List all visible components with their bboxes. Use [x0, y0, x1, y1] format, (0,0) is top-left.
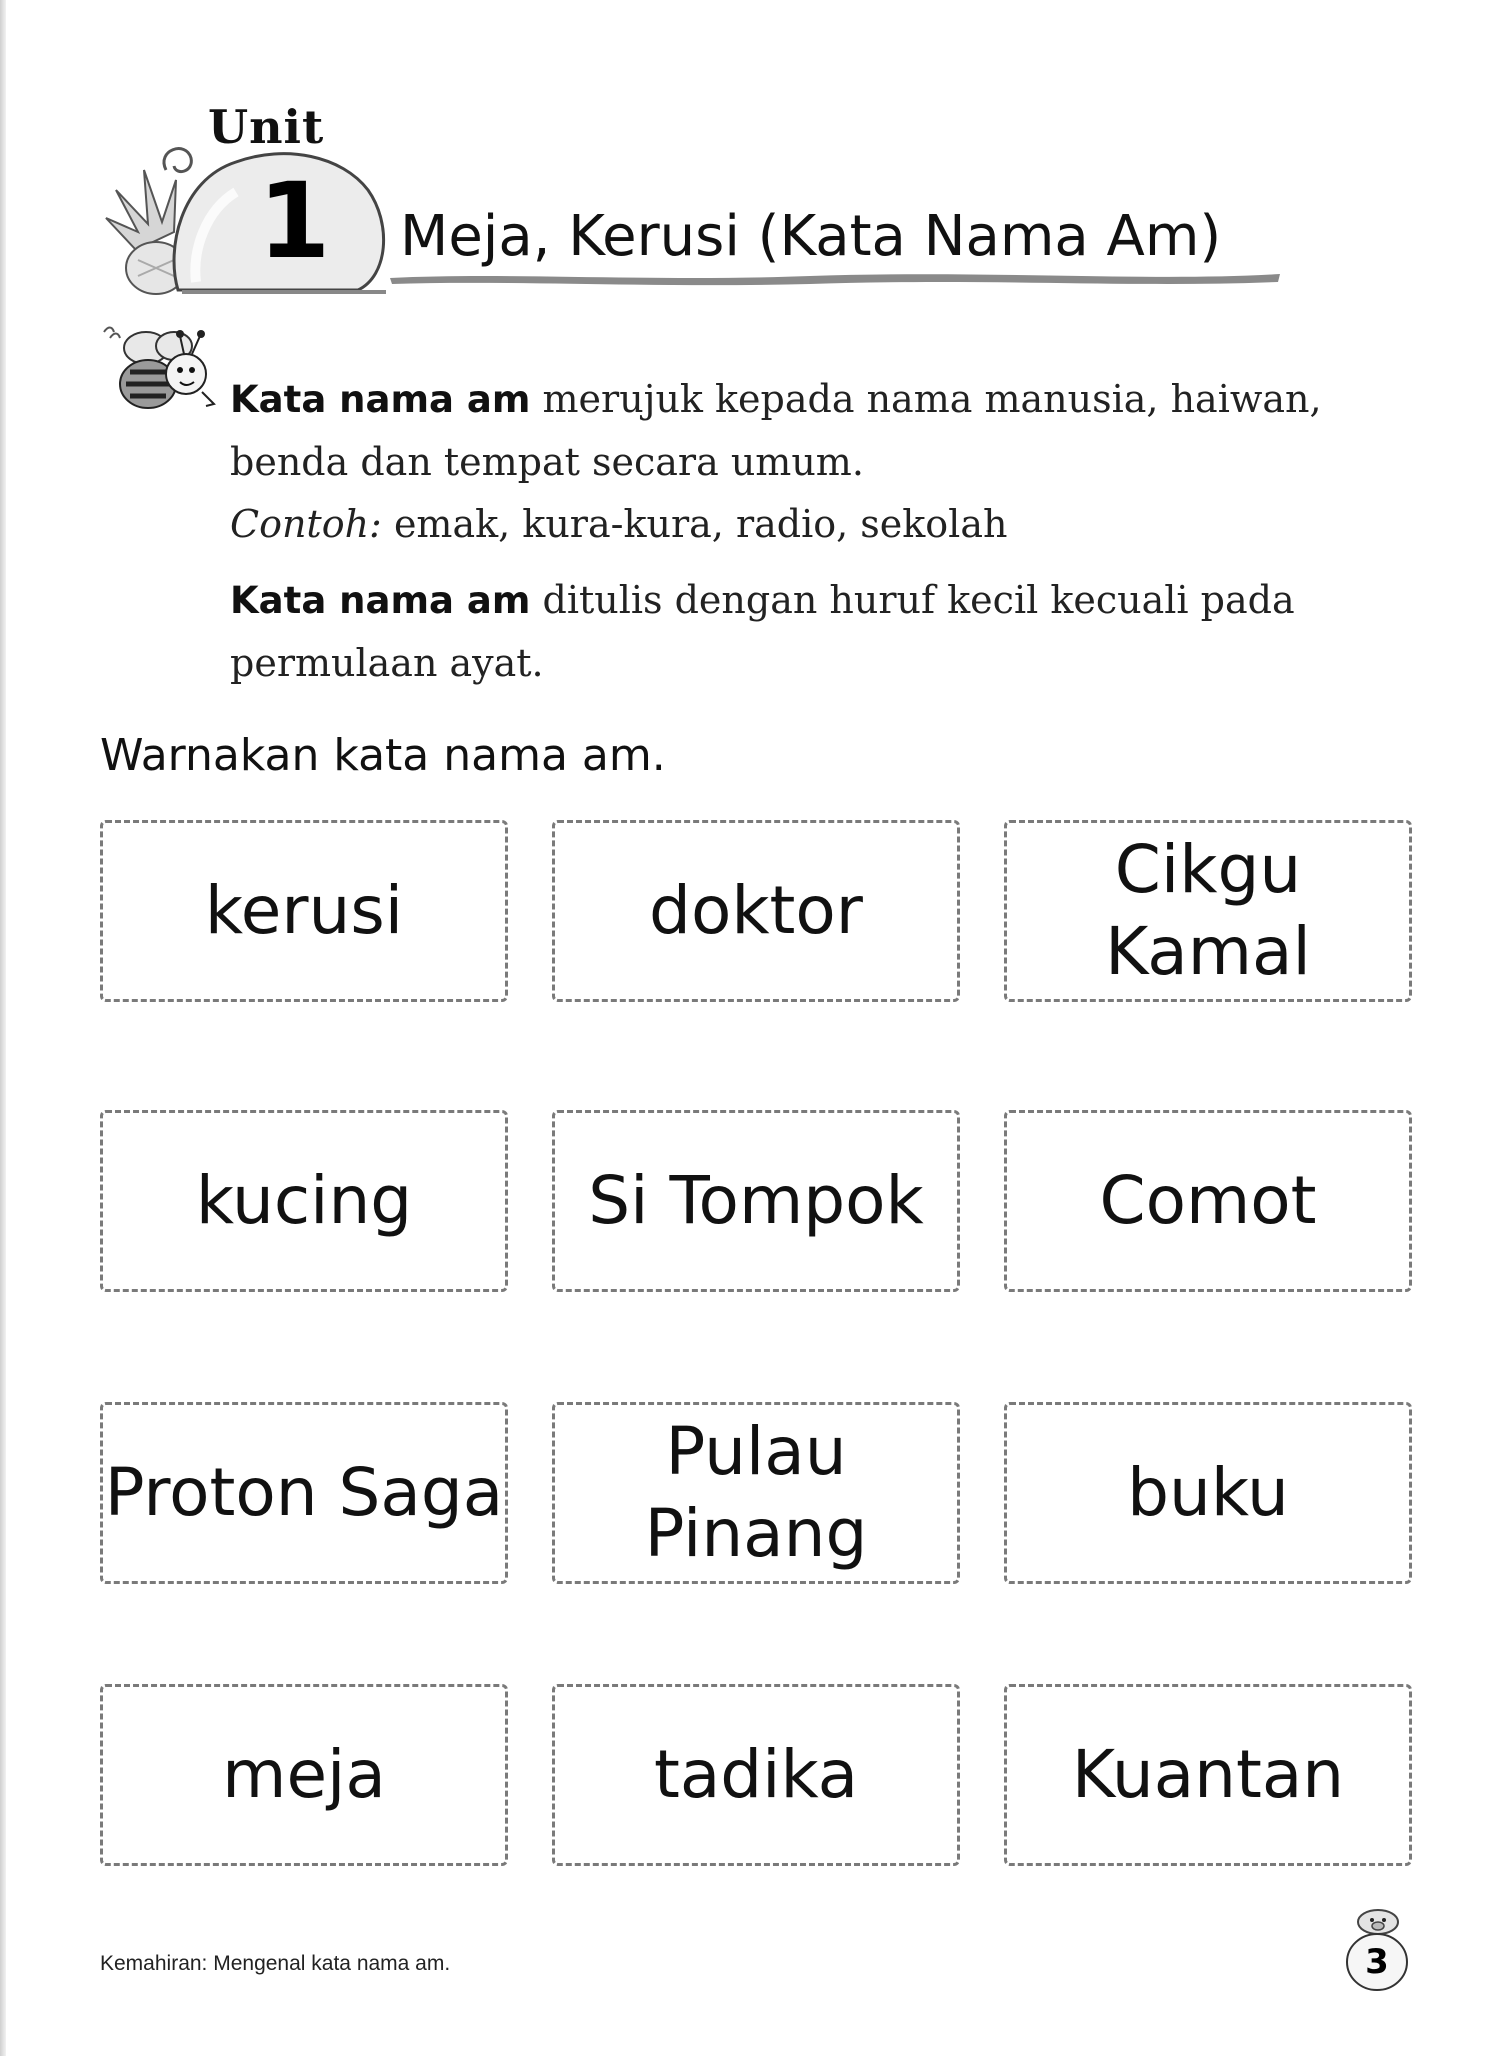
stone-and-pineapple-icon [96, 140, 396, 300]
unit-number: 1 [258, 160, 331, 282]
page-edge-shadow [0, 0, 6, 2056]
term-kata-nama-am: Kata nama am [230, 378, 531, 421]
example-label: Contoh: [230, 502, 382, 546]
definition-line-2: benda dan tempat secara umum. [230, 440, 864, 484]
word-box[interactable]: Si Tompok [552, 1110, 960, 1292]
word-box[interactable]: buku [1004, 1402, 1412, 1584]
example-line [230, 493, 1380, 555]
word-box[interactable]: Cikgu Kamal [1004, 820, 1412, 1002]
word-box[interactable]: doktor [552, 820, 960, 1002]
bee-icon [100, 320, 224, 416]
word-box[interactable]: Pulau Pinang [552, 1402, 960, 1584]
page-title: Meja, Kerusi (Kata Nama Am) [400, 204, 1222, 269]
word-box[interactable]: tadika [552, 1684, 960, 1866]
page-number: 3 [1365, 1942, 1389, 1982]
title-underline-brush [390, 268, 1280, 288]
rule-line-2: permulaan ayat. [230, 641, 544, 685]
word-box[interactable]: Proton Saga [100, 1402, 508, 1584]
word-box[interactable]: kucing [100, 1110, 508, 1292]
definition-line-1 [230, 368, 1380, 431]
rule-text: ditulis dengan huruf kecil kecuali pada [530, 578, 1295, 622]
word-box-grid [100, 820, 1416, 1870]
skill-note: Kemahiran: Mengenal kata nama am. [100, 1952, 451, 1975]
exercise-instruction: Warnakan kata nama am. [100, 730, 666, 781]
definition-text: merujuk kepada nama manusia, haiwan, [530, 377, 1322, 421]
example-words: emak, kura-kura, radio, sekolah [381, 502, 1008, 546]
word-box[interactable]: kerusi [100, 820, 508, 1002]
word-box[interactable]: Kuantan [1004, 1684, 1412, 1866]
unit-label: Unit [208, 100, 325, 154]
definition-block [230, 368, 1380, 694]
term-kata-nama-am-rule: Kata nama am [230, 579, 531, 622]
word-box[interactable]: meja [100, 1684, 508, 1866]
word-box[interactable]: Comot [1004, 1110, 1412, 1292]
rule-line-1 [230, 569, 1380, 632]
